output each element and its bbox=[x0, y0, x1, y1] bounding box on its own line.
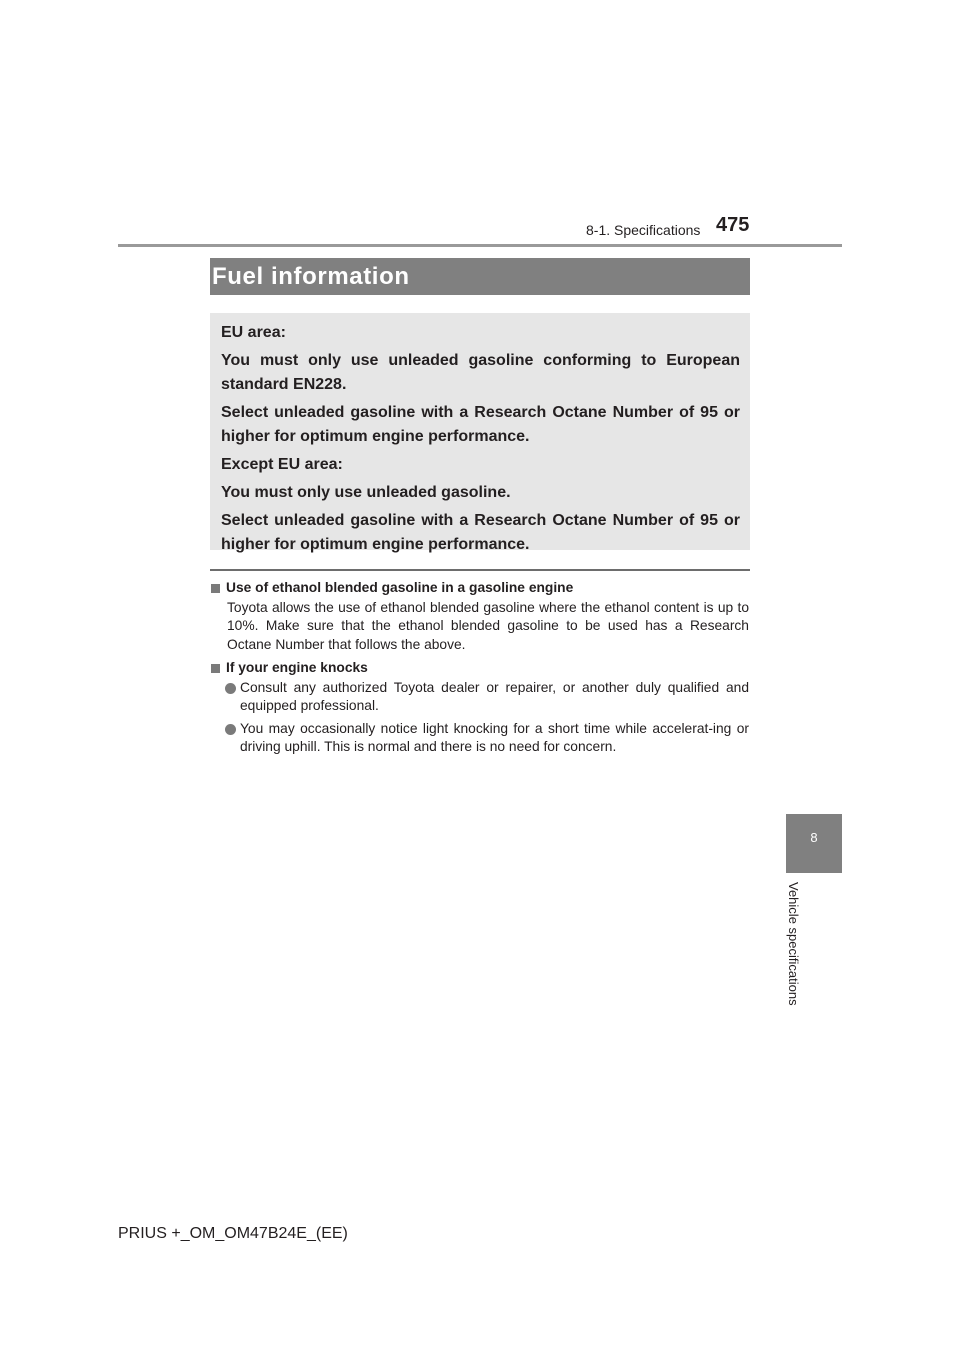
footer-doc-id: PRIUS +_OM_OM47B24E_(EE) bbox=[118, 1225, 348, 1242]
note-heading-text: Use of ethanol blended gasoline in a gasoline engine bbox=[226, 580, 574, 595]
chapter-tab bbox=[786, 814, 842, 873]
info-line: Except EU area: bbox=[221, 456, 343, 473]
chapter-label: Vehicle specifications bbox=[786, 882, 801, 1006]
square-bullet-icon bbox=[211, 584, 220, 593]
circle-bullet-icon bbox=[225, 683, 236, 694]
notes-rule bbox=[210, 569, 750, 571]
header-rule bbox=[118, 244, 842, 247]
note-heading-knocks bbox=[211, 659, 749, 678]
square-bullet-icon bbox=[211, 664, 220, 673]
note-heading-ethanol bbox=[211, 579, 749, 598]
info-line: Select unleaded gasoline with a Research Octane Number of 95 or higher for optimum engine performance. bbox=[221, 404, 740, 445]
fuel-info-box bbox=[210, 313, 750, 553]
bullet-text: You may occasionally notice light knocking for a short time while accelerat-ing or driving uphill. This is normal and there is no need for concern. bbox=[240, 720, 749, 754]
page-number: 475 bbox=[716, 214, 750, 236]
info-line: You must only use unleaded gasoline. bbox=[221, 484, 511, 501]
bullet-item bbox=[211, 679, 749, 716]
bullet-text: Consult any authorized Toyota dealer or repairer, or another duly qualified and equipped professional. bbox=[240, 679, 749, 713]
info-line: EU area: bbox=[221, 324, 286, 341]
note-body-ethanol: Toyota allows the use of ethanol blended gasoline where the ethanol content is up to 10%. Make sure that the ethanol blended gasoline to be used has a Research Octane Number that follows the above. bbox=[227, 599, 749, 652]
note-heading-text: If your engine knocks bbox=[226, 660, 368, 675]
info-line: Select unleaded gasoline with a Research Octane Number of 95 or higher for optimum engine performance. bbox=[221, 512, 740, 553]
chapter-number: 8 bbox=[810, 830, 818, 845]
section-header: 8-1. Specifications bbox=[586, 222, 701, 238]
info-line: You must only use unleaded gasoline conforming to European standard EN228. bbox=[221, 352, 740, 393]
page-title: Fuel information bbox=[210, 258, 750, 295]
notes-section bbox=[211, 579, 749, 761]
bullet-item bbox=[211, 720, 749, 757]
circle-bullet-icon bbox=[225, 724, 236, 735]
